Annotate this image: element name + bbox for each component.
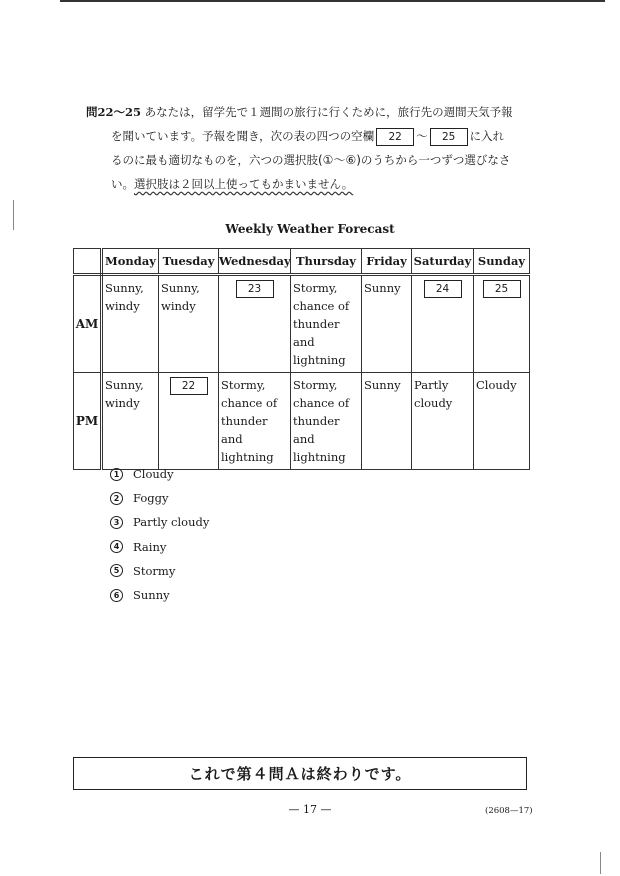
question-text-line4: い。 [111, 177, 134, 191]
corner-cell [74, 249, 102, 275]
row-label-am: AM [74, 275, 102, 373]
option-number: 3 [110, 516, 123, 529]
option-item [110, 535, 209, 559]
weather-cell: Sunny [362, 373, 412, 470]
option-item [110, 486, 209, 510]
option-number: 5 [110, 564, 123, 577]
weather-cell: Sunny, windy [102, 373, 159, 470]
option-item [110, 510, 209, 534]
blank-box-25: 25 [483, 280, 521, 298]
weather-cell [474, 275, 530, 373]
option-text: Stormy [133, 563, 176, 578]
question-number: 問22～25 [86, 105, 142, 119]
table-row-pm [74, 373, 530, 470]
option-text: Rainy [133, 539, 167, 554]
weather-cell [412, 275, 474, 373]
question-block [86, 100, 536, 196]
header-row [74, 249, 530, 275]
option-number: 1 [110, 468, 123, 481]
choices-range: (①～⑥) [318, 153, 361, 167]
option-number: 6 [110, 589, 123, 602]
blank-box-23: 23 [236, 280, 274, 298]
table-title: Weekly Weather Forecast [225, 222, 395, 236]
day-header: Sunday [474, 249, 530, 275]
option-text: Foggy [133, 491, 169, 506]
page-number: — 17 — [288, 803, 332, 816]
tilde: ～ [416, 129, 428, 143]
weather-cell: Cloudy [474, 373, 530, 470]
page-code: (2608—17) [485, 806, 533, 816]
day-header: Wednesday [219, 249, 291, 275]
weather-cell: Sunny, windy [102, 275, 159, 373]
weather-cell: Partly cloudy [412, 373, 474, 470]
question-text-line2: を聞いています。予報を聞き，次の表の四つの空欄 [111, 129, 375, 143]
question-text-line2-end: に入れ [469, 129, 505, 143]
question-text-line3: るのに最も適切なものを，六つの選択肢 [111, 153, 318, 167]
blank-box-22: 22 [170, 377, 208, 395]
option-number: 2 [110, 492, 123, 505]
day-header: Thursday [291, 249, 362, 275]
end-message: これで第４問Ａは終わりです。 [188, 765, 412, 783]
top-rule [60, 0, 605, 2]
weather-cell: Stormy, chance of thunder and lightning [219, 373, 291, 470]
question-text-line3-end: のうちから一つずつ選びなさ [360, 153, 511, 167]
day-header: Tuesday [159, 249, 219, 275]
row-label-pm: PM [74, 373, 102, 470]
day-header: Monday [102, 249, 159, 275]
option-item [110, 462, 209, 486]
blank-box-first: 22 [376, 128, 414, 146]
day-header: Friday [362, 249, 412, 275]
weather-cell [219, 275, 291, 373]
table-row-am [74, 275, 530, 373]
day-header: Saturday [412, 249, 474, 275]
option-text: Partly cloudy [133, 515, 210, 530]
option-text: Sunny [133, 588, 170, 603]
option-number: 4 [110, 540, 123, 553]
blank-box-24: 24 [424, 280, 462, 298]
reuse-note: 選択肢は２回以上使ってもかまいません。 [134, 177, 354, 191]
weather-cell: Stormy, chance of thunder and lightning [291, 373, 362, 470]
weather-cell: Sunny [362, 275, 412, 373]
option-item [110, 559, 209, 583]
option-text: Cloudy [133, 467, 174, 482]
edge-mark [600, 852, 601, 874]
weather-cell: Stormy, chance of thunder and lightning [291, 275, 362, 373]
weather-cell: Sunny, windy [159, 275, 219, 373]
option-item [110, 583, 209, 607]
blank-box-last: 25 [430, 128, 468, 146]
weather-cell [159, 373, 219, 470]
end-of-section-box [73, 757, 527, 790]
question-text-line1: あなたは，留学先で１週間の旅行に行くために，旅行先の週間天気予報 [144, 105, 513, 119]
weather-forecast-table [73, 248, 530, 470]
answer-options [110, 462, 209, 607]
